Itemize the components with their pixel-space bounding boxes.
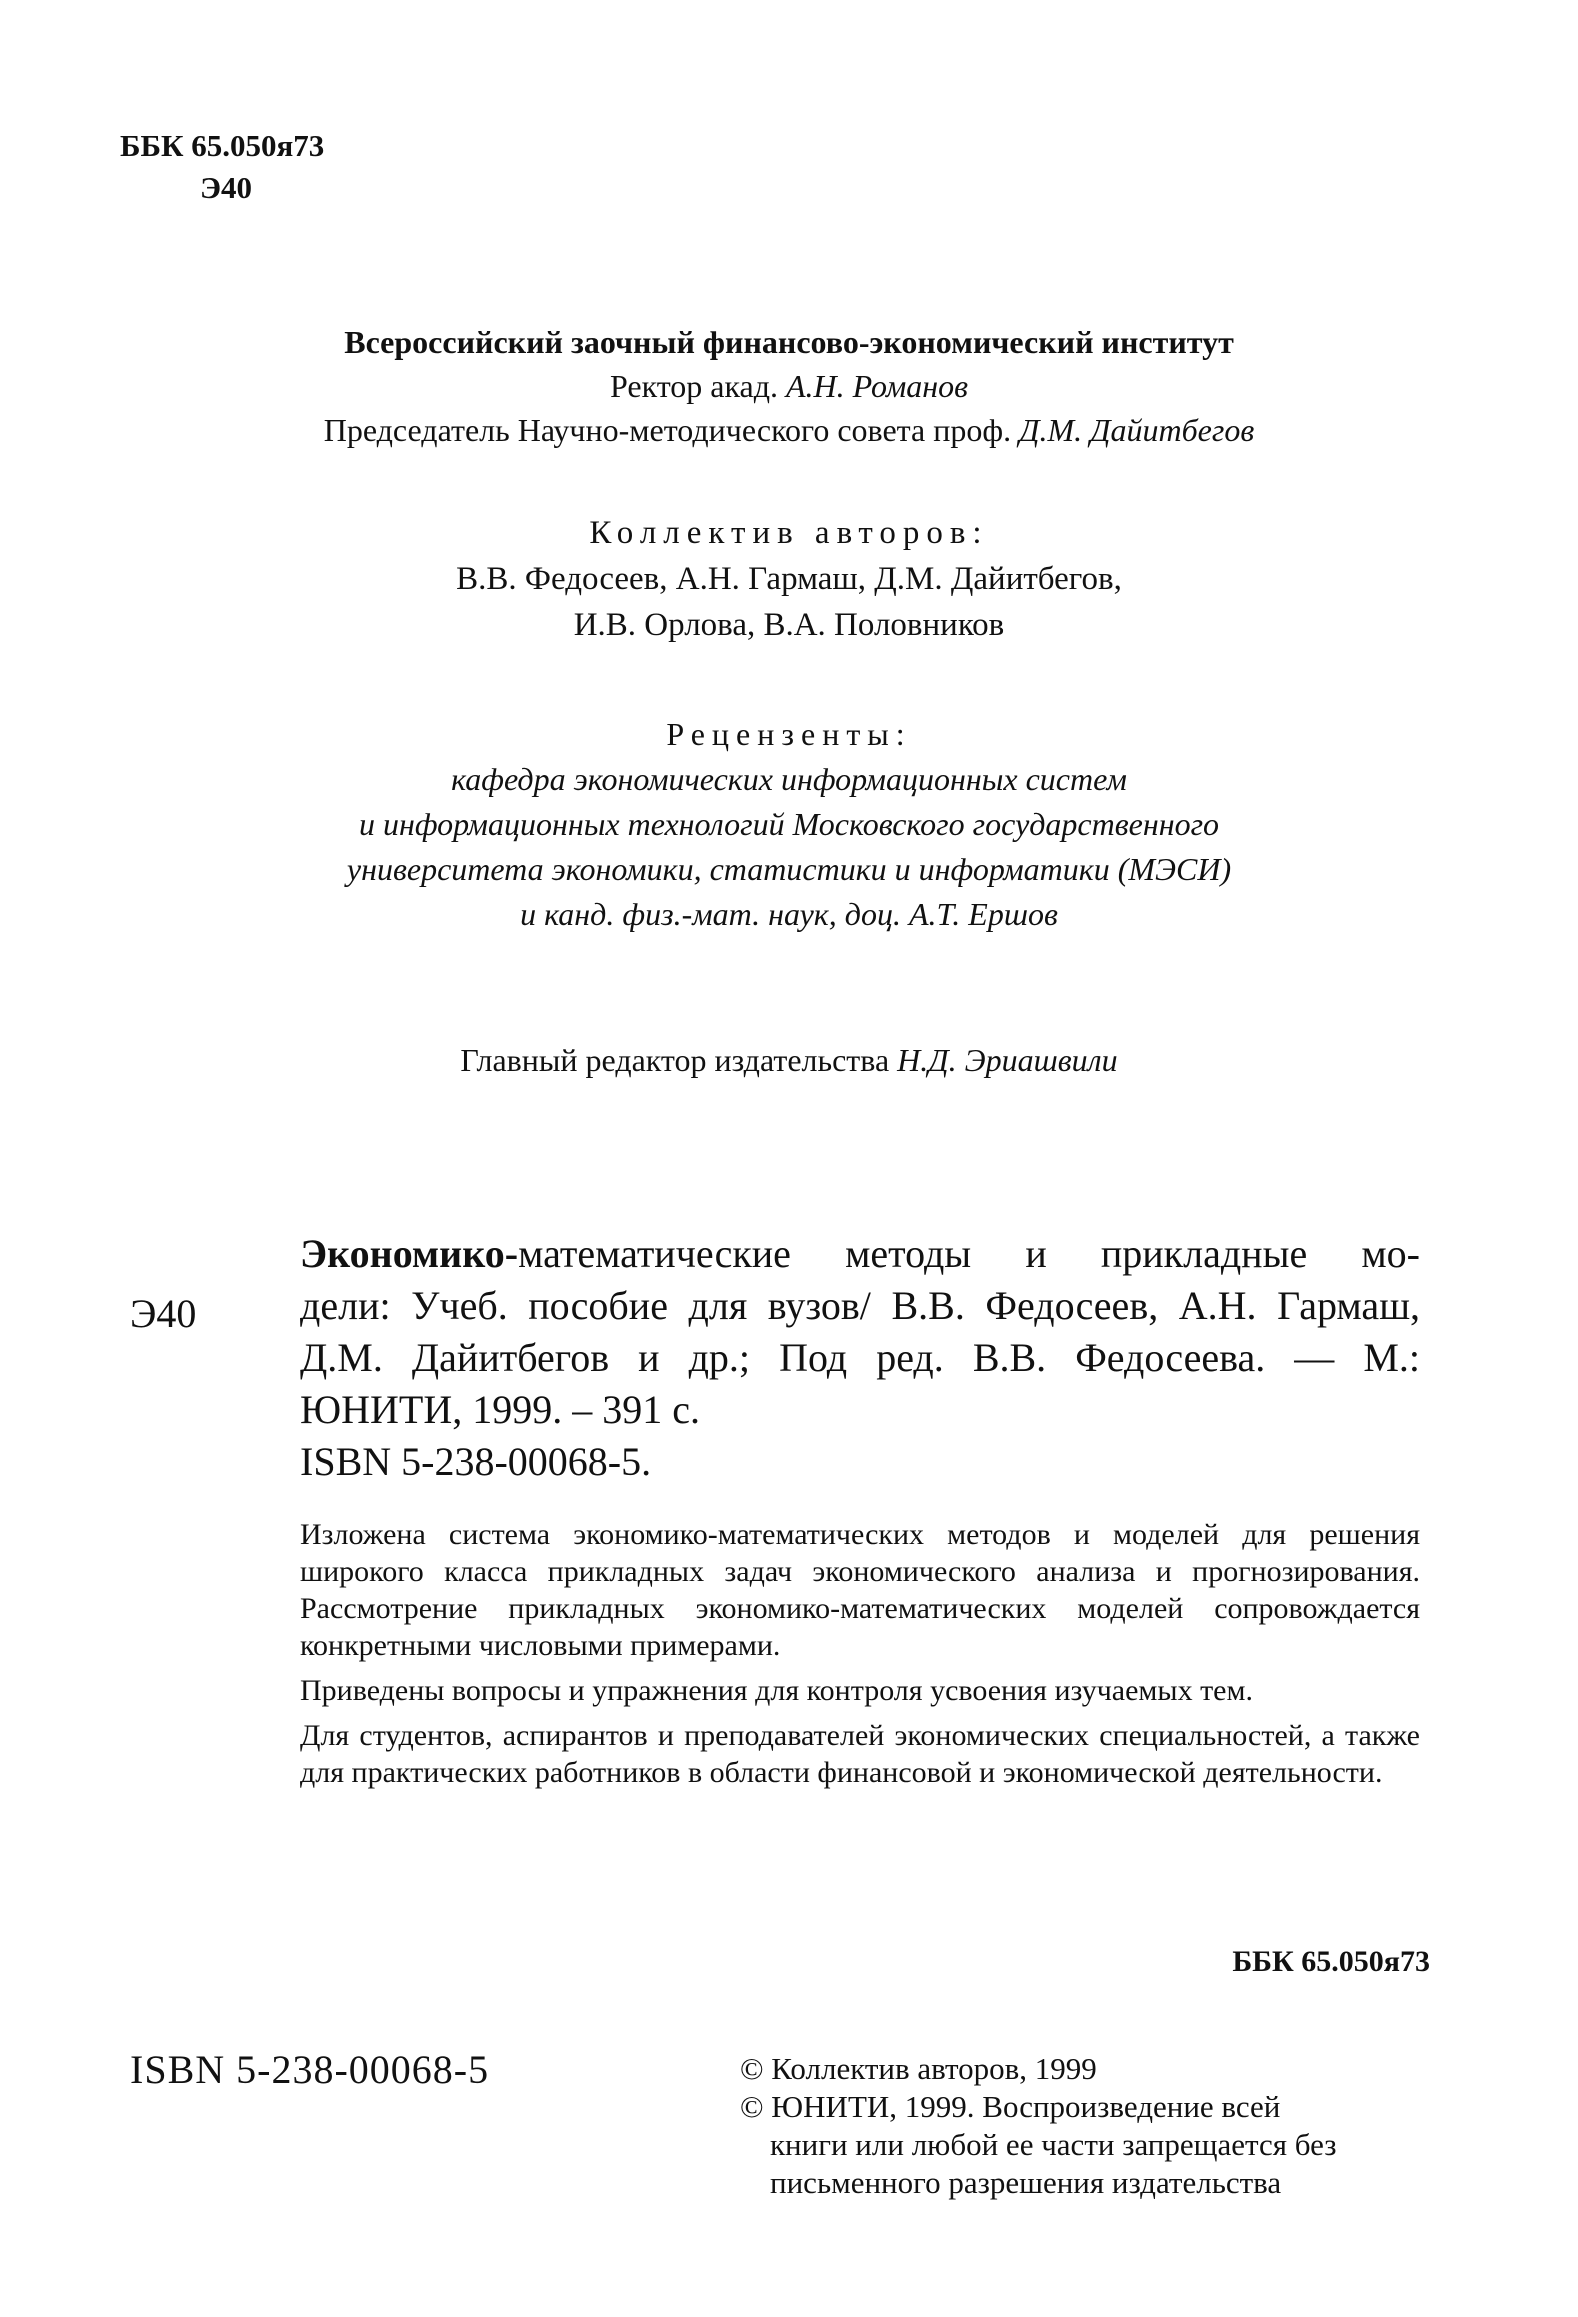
chair-line bbox=[0, 408, 1578, 452]
bbk-header bbox=[120, 125, 324, 209]
biblio-title-rest: математические методы и прикладные мо- bbox=[518, 1231, 1420, 1276]
editor-name: Н.Д. Эриашвили bbox=[897, 1042, 1118, 1078]
annotation-paragraph-2: Приведены вопросы и упражнения для контроля усвоения изучаемых тем. bbox=[300, 1674, 1253, 1707]
copyright-line-3: книги или любой ее части запрещается без bbox=[770, 2127, 1337, 2162]
biblio-title-bold: Экономико- bbox=[300, 1231, 519, 1276]
reviewers-line-4: и канд. физ.-мат. наук, доц. А.Т. Ершов bbox=[520, 896, 1058, 932]
copyright-block bbox=[740, 2050, 1440, 2202]
reviewers-line-3: университета экономики, статистики и информатики (МЭСИ) bbox=[346, 851, 1232, 887]
annotation-paragraph-3: Для студентов, аспирантов и преподавателей экономических специальностей, а также для практических работников в области финансовой и экономической деятельности. bbox=[300, 1719, 1420, 1789]
biblio-line-3: Д.М. Дайитбегов и др.; Под ред. В.В. Федосеева. — М.: bbox=[300, 1335, 1420, 1380]
institution-block bbox=[0, 320, 1578, 452]
authors-block bbox=[0, 510, 1578, 648]
copyright-line-1: © Коллектив авторов, 1999 bbox=[740, 2051, 1097, 2086]
biblio-line-2: дели: Учеб. пособие для вузов/ В.В. Федосеев, А.Н. Гармаш, bbox=[300, 1283, 1420, 1328]
reviewers-line-2: и информационных технологий Московского государственного bbox=[358, 806, 1220, 842]
author-sign: Э40 bbox=[200, 170, 253, 205]
chair-label: Председатель Научно-методического совета проф. bbox=[323, 412, 1012, 448]
biblio-isbn: ISBN 5-238-00068-5. bbox=[300, 1439, 652, 1484]
annotation-paragraph-1: Изложена система экономико-математических методов и моделей для решения широкого класса прикладных задач экономического анализа и прогнозирования. Рассмотрение прикладных экономико-математических моделей сопровождается конкретными числовыми примерами. bbox=[300, 1518, 1420, 1662]
rector-label: Ректор акад. bbox=[609, 368, 778, 404]
annotation bbox=[300, 1516, 1420, 1799]
bibliographic-description bbox=[300, 1228, 1420, 1488]
bbk-code: ББК 65.050я73 bbox=[120, 128, 325, 163]
rector-line bbox=[0, 364, 1578, 408]
bbk-footer: ББК 65.050я73 bbox=[1232, 1945, 1430, 1978]
reviewers-line-1: кафедра экономических информационных систем bbox=[451, 761, 1127, 797]
institution-name: Всероссийский заочный финансово-экономический институт bbox=[344, 324, 1234, 360]
biblio-line-4: ЮНИТИ, 1999. – 391 с. bbox=[300, 1387, 700, 1432]
reviewers-heading: Рецензенты: bbox=[666, 716, 912, 752]
authors-line-1: В.В. Федосеев, А.Н. Гармаш, Д.М. Дайитбегов, bbox=[456, 561, 1122, 597]
copyright-line-4: письменного разрешения издательства bbox=[770, 2165, 1282, 2200]
editor-label: Главный редактор издательства bbox=[460, 1042, 890, 1078]
authors-heading: Коллектив авторов: bbox=[589, 515, 989, 551]
rector-name: А.Н. Романов bbox=[786, 368, 969, 404]
isbn-footer: ISBN 5-238-00068-5 bbox=[130, 2047, 490, 2092]
editor-line bbox=[0, 1038, 1578, 1082]
biblio-line-1 bbox=[300, 1228, 1420, 1280]
reviewers-block bbox=[0, 712, 1578, 937]
copyright-line-2: © ЮНИТИ, 1999. Воспроизведение всей bbox=[740, 2089, 1281, 2124]
biblio-code: Э40 bbox=[130, 1291, 197, 1336]
authors-line-2: И.В. Орлова, В.А. Половников bbox=[573, 607, 1005, 643]
chair-name: Д.М. Дайитбегов bbox=[1019, 412, 1255, 448]
